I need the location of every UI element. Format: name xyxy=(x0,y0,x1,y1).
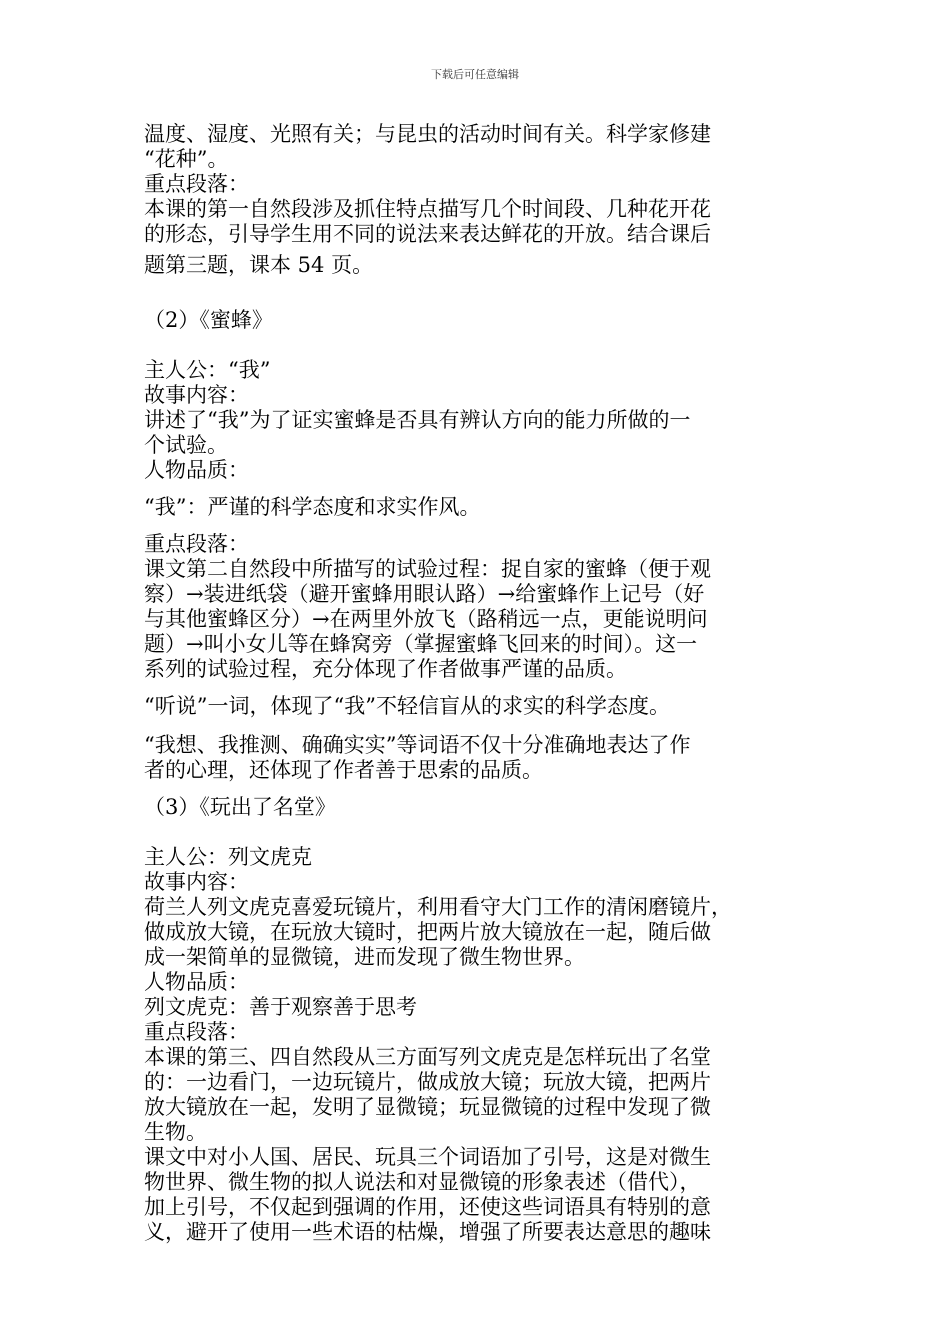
text-line: 个试验。 xyxy=(144,433,228,457)
text-line: 系列的试验过程，充分体现了作者做事严谨的品质。 xyxy=(144,657,627,681)
text-line: 课文第二自然段中所描写的试验过程：捉自家的蜜蜂（便于观 xyxy=(144,557,711,581)
text-line: 物世界、微生物的拟人说法和对显微镜的形象表述（借代）， xyxy=(144,1170,701,1194)
page-header: 下载后可任意编辑 xyxy=(431,68,519,81)
text-line: 温度、湿度、光照有关；与昆虫的活动时间有关。科学家修建 xyxy=(144,122,711,146)
text-line: 的形态，引导学生用不同的说法来表达鲜花的开放。结合课后 xyxy=(144,222,711,246)
text-line: 题）→叫小女儿等在蜂窝旁（掌握蜜蜂飞回来的时间）。这一 xyxy=(144,632,698,656)
section-label: 主人公：“我” xyxy=(144,358,271,382)
text-line: “我”：严谨的科学态度和求实作风。 xyxy=(144,495,481,519)
section-label: 重点段落： xyxy=(144,1020,249,1044)
text-line: “花种”。 xyxy=(144,147,229,171)
text-line: 列文虎克：善于观察善于思考 xyxy=(144,995,417,1019)
section-label: 主人公：列文虎克 xyxy=(144,845,312,869)
text-line: “听说”一词，体现了“我”不轻信盲从的求实的科学态度。 xyxy=(144,694,670,718)
document-body xyxy=(144,122,814,1245)
text-line: 与其他蜜蜂区分）→在两里外放飞（路稍远一点，更能说明问 xyxy=(144,607,708,631)
text-line: 的：一边看门，一边玩镜片，做成放大镜；玩放大镜，把两片 xyxy=(144,1070,711,1094)
section-label: 重点段落： xyxy=(144,172,249,196)
section-label: 故事内容： xyxy=(144,383,249,407)
text-line: 加上引号，不仅起到强调的作用，还使这些词语具有特别的意 xyxy=(144,1195,711,1219)
section-label: 重点段落： xyxy=(144,532,249,556)
section-label: 人物品质： xyxy=(144,458,249,482)
text-line: 察）→装进纸袋（避开蜜蜂用眼认路）→给蜜蜂作上记号（好 xyxy=(144,582,705,606)
lesson-heading: （3）《玩出了名堂》 xyxy=(144,795,336,819)
text-line: 荷兰人列文虎克喜爱玩镜片，利用看守大门工作的清闲磨镜片， xyxy=(144,895,732,919)
text-line: 做成放大镜，在玩放大镜时，把两片放大镜放在一起，随后做 xyxy=(144,920,711,944)
section-label: 故事内容： xyxy=(144,870,249,894)
text-line: 成一架简单的显微镜，进而发现了微生物世界。 xyxy=(144,945,585,969)
text-line: 课文中对小人国、居民、玩具三个词语加了引号，这是对微生 xyxy=(144,1145,711,1169)
text-line: 题第三题，课本 54 页。 xyxy=(144,253,374,277)
text-line: 生物。 xyxy=(144,1120,207,1144)
text-line: 本课的第一自然段涉及抓住特点描写几个时间段、几种花开花 xyxy=(144,197,711,221)
text-line: 者的心理，还体现了作者善于思索的品质。 xyxy=(144,758,543,782)
text-line: “我想、我推测、确确实实”等词语不仅十分准确地表达了作 xyxy=(144,733,691,757)
lesson-heading: （2）《蜜蜂》 xyxy=(144,308,273,332)
section-label: 人物品质： xyxy=(144,970,249,994)
text-line: 放大镜放在一起，发明了显微镜；玩显微镜的过程中发现了微 xyxy=(144,1095,711,1119)
text-line: 义，避开了使用一些术语的枯燥，增强了所要表达意思的趣味 xyxy=(144,1220,711,1244)
text-line: 本课的第三、四自然段从三方面写列文虎克是怎样玩出了名堂 xyxy=(144,1045,711,1069)
text-line: 讲述了“我”为了证实蜜蜂是否具有辨认方向的能力所做的一 xyxy=(144,408,691,432)
